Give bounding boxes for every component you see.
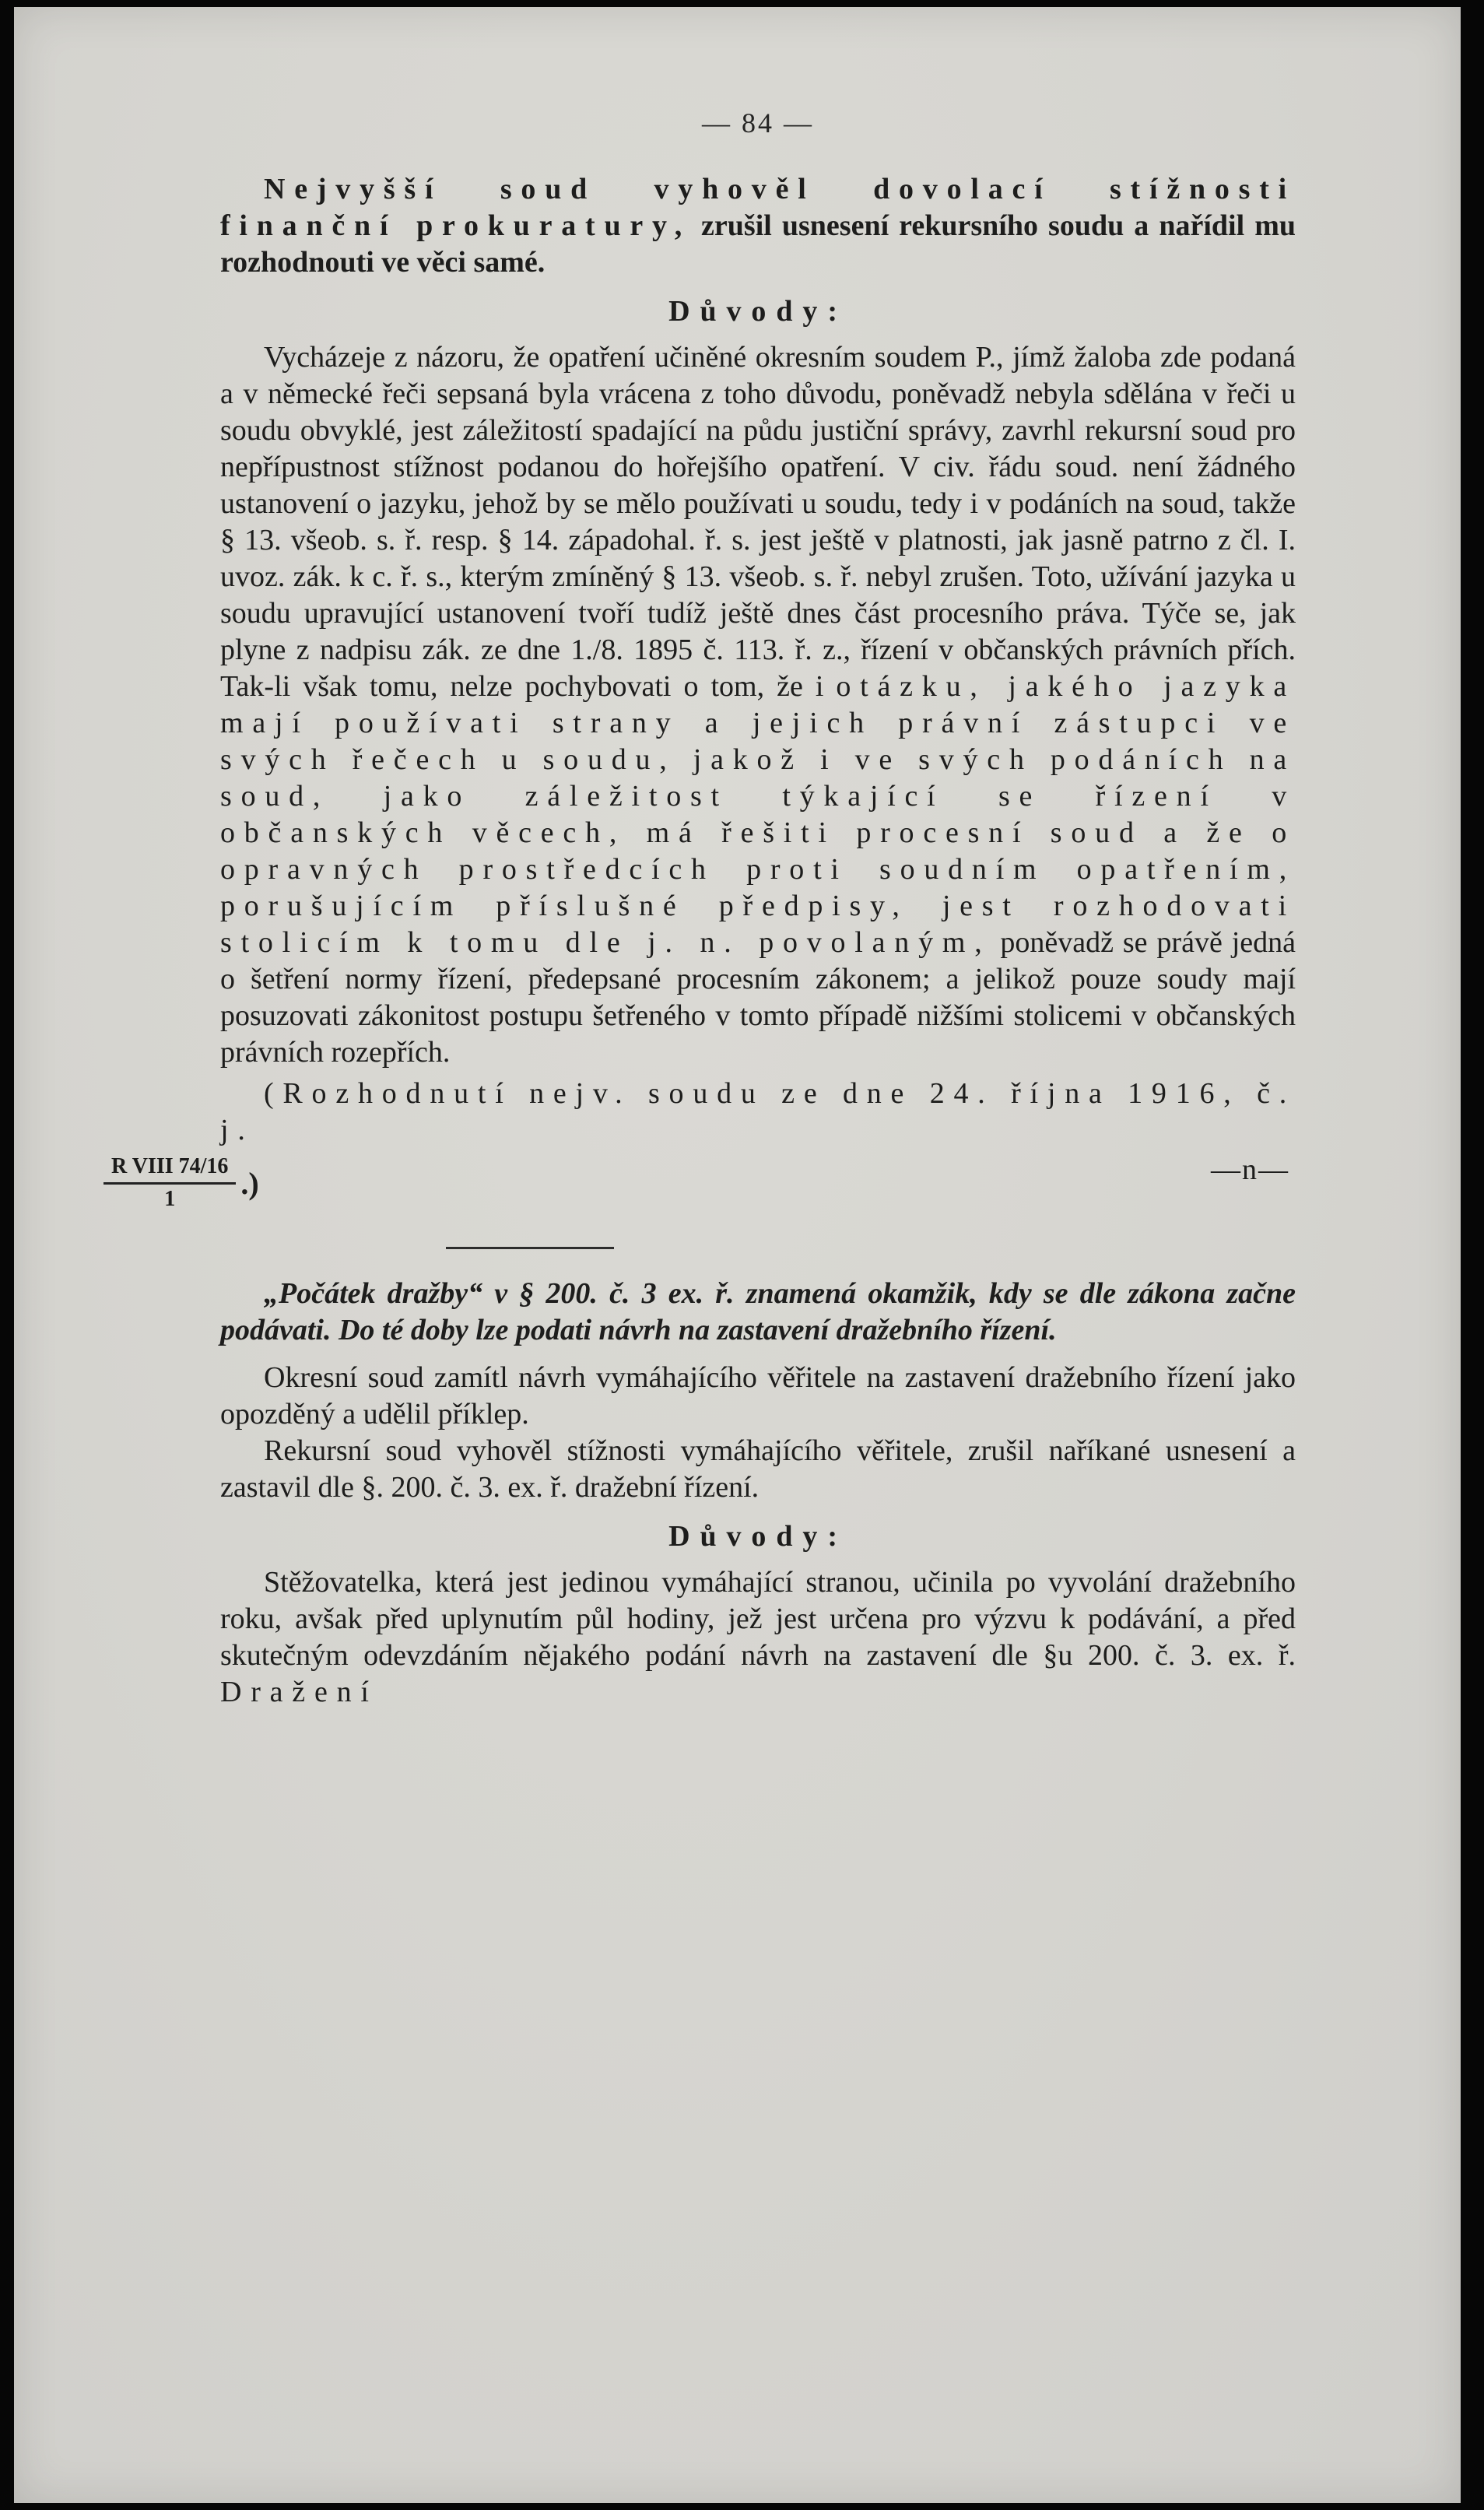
editor-signature: —n— bbox=[1211, 1153, 1289, 1186]
decision1-citation-line bbox=[220, 1076, 1296, 1149]
decision1-body-start: Vycházeje z názoru, že opatření učiněné okresním soudem P., jímž žaloba zde podaná a v německé řeči sepsaná byla vrácena z toho důvodu, poněvadž nebyla sdělána v řeči u soudu obvyklé, jest záležitostí spadající na půdu justiční správy, zavrhl rekursní soud pro nepřípustnost stížnost podanou do hořejšího opatření. V civ. řádu soud. není žádného ustanovení o jazyku, jehož by se mělo používati u soudu, tedy i v podáních na soud, takže § 13. všeob. s. ř. resp. § 14. západohal. ř. s. jest ještě v platnosti, jak jasně patrno z čl. I. uvoz. zák. k c. ř. s., kterým zmíněný § 13. všeob. s. ř. nebyl zrušen. Toto, užívání jazyka u soudu upravující ustanovení tvoří tudíž ještě dnes část procesního práva. Týče se, jak plyne z nadpisu zák. ze dne 1./8. 1895 č. 113. ř. z., řízení v občanských právních přích. Tak-li však tomu, nelze pochybovati o tom, že i bbox=[220, 341, 1296, 703]
decision2-body-start: Stěžovatelka, která jest jedinou vymáhající stranou, učinila po vyvolání dražebního roku, avšak před uplynutím půl hodiny, jež jest určena pro výzvu k podávání, a před skutečným odevzdáním nějakého podání návrh na zastavení dle §u 200. č. 3. ex. ř. bbox=[220, 1566, 1296, 1672]
decision1-reasons-heading: Důvody: bbox=[668, 295, 847, 328]
case-number-numerator: R VIII 74/16 bbox=[103, 1153, 236, 1185]
decision1-intro-rest: zrušil usnesení rekursního soudu a nařídil mu rozhodnouti ve věci samé. bbox=[220, 209, 1296, 279]
decision2-body-paragraph bbox=[220, 1564, 1296, 1711]
decision2-body-emphasis: Dražení bbox=[220, 1676, 378, 1708]
citation-close-paren: .) bbox=[240, 1165, 259, 1201]
case-number bbox=[103, 1153, 259, 1213]
decision1-case-number-row bbox=[111, 1152, 1296, 1230]
case-number-denominator: 1 bbox=[164, 1187, 176, 1211]
text-column bbox=[111, 105, 1296, 1711]
decision1-body-paragraph bbox=[220, 339, 1296, 1071]
decision1-citation-text: (Rozhodnutí nejv. soudu ze dne 24. října 1916, č. j. bbox=[220, 1077, 1296, 1146]
decision2-paragraph-appeal-court: Rekursní soud vyhověl stížnosti vymáhajícího věřitele, zrušil naříkané usnesení a zastavil dle §. 200. č. 3. ex. ř. dražební řízení. bbox=[220, 1434, 1296, 1504]
decision1-body-emphasis: otázku, jakého jazyka mají používati strany a jejich právní zástupci ve svých řečech u soudu, jakož i ve svých podáních na soud, jako záležitost týkající se řízení v občanských věcech, má řešiti procesní soud a že o opravných prostředcích proti soudním opatřením, porušujícím příslušné předpisy, jest rozhodovati stolicím k tomu dle j. n. povolaným, bbox=[220, 670, 1296, 959]
decision1-intro-paragraph bbox=[220, 171, 1296, 281]
decision2-paragraph-district-court: Okresní soud zamítl návrh vymáhajícího věřitele na zastavení dražebního řízení jako opozděný a udělil příklep. bbox=[220, 1361, 1296, 1431]
decision2-headnote: „Počátek dražby“ v § 200. č. 3 ex. ř. znamená okamžik, kdy se dle zákona začne podávati. Do té doby lze podati návrh na zastavení dražebního řízení. bbox=[220, 1277, 1296, 1346]
section-divider-rule bbox=[446, 1247, 614, 1249]
case-number-fraction bbox=[103, 1153, 236, 1213]
decision1-intro-emphasis: Nejvyšší soud vyhověl dovolací stížnosti finanční prokuratury, bbox=[220, 173, 1296, 242]
scanned-paper-page bbox=[14, 7, 1461, 2503]
page-number: — 84 — bbox=[702, 107, 814, 139]
decision2-reasons-heading: Důvody: bbox=[668, 1520, 847, 1553]
decision1-body-end: poněvadž se právě jedná o šetření normy řízení, předepsané procesním zákonem; a jelikož pouze soudy mají posuzovati zákonitost postupu šetřeného v tomto případě nižšími stolicemi v občanských právních rozepřích. bbox=[220, 926, 1296, 1069]
